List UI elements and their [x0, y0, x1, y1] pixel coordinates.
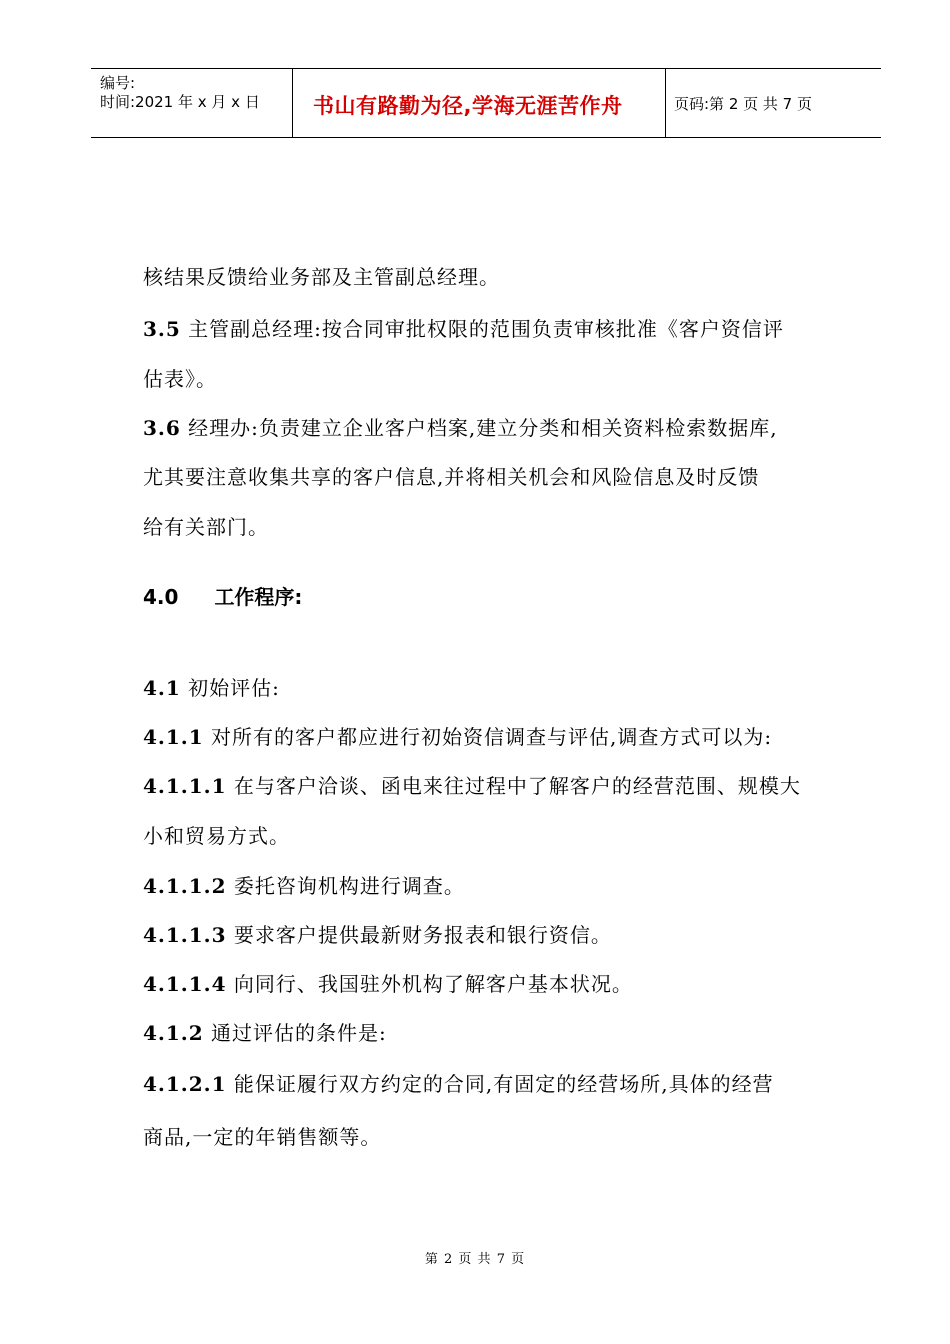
body-line: 尤其要注意收集共享的客户信息,并将相关机会和风险信息及时反馈	[143, 465, 760, 489]
clause-number: 4.1.1	[143, 725, 204, 749]
clause-number: 4.1.1.2	[143, 874, 227, 898]
header-meta-cell	[91, 69, 293, 137]
clause-3-6: 3.6 经理办:负责建立企业客户档案,建立分类和相关资料检索数据库,	[143, 416, 778, 440]
header-page-cell	[666, 69, 881, 137]
section-title: 工作程序:	[214, 585, 303, 609]
document-number-label: 编号:	[100, 74, 136, 92]
clause-4-1-1-2: 4.1.1.2 委托咨询机构进行调查。	[143, 874, 465, 898]
clause-4-1-1: 4.1.1 对所有的客户都应进行初始资信调查与评估,调查方式可以为:	[143, 725, 773, 749]
body-line: 商品,一定的年销售额等。	[143, 1125, 382, 1149]
clause-4-1: 4.1 初始评估:	[143, 676, 280, 700]
header-motto-cell	[293, 69, 666, 137]
body-line: 估表》。	[143, 367, 217, 391]
body-line: 小和贸易方式。	[143, 824, 290, 848]
clause-4-1-1-4: 4.1.1.4 向同行、我国驻外机构了解客户基本状况。	[143, 972, 633, 996]
header-motto: 书山有路勤为径,学海无涯苦作舟	[313, 94, 623, 118]
page-footer: 第 2 页 共 7 页	[424, 1252, 526, 1267]
clause-4-1-1-3: 4.1.1.3 要求客户提供最新财务报表和银行资信。	[143, 923, 612, 947]
clause-4-1-2: 4.1.2 通过评估的条件是:	[143, 1021, 387, 1045]
document-date-label: 时间:2021 年 x 月 x 日	[100, 93, 260, 111]
clause-number: 4.1.1.3	[143, 923, 227, 947]
clause-4-1-2-1: 4.1.2.1 能保证履行双方约定的合同,有固定的经营场所,具体的经营	[143, 1072, 774, 1096]
clause-3-5: 3.5 主管副总经理:按合同审批权限的范围负责审核批准《客户资信评	[143, 317, 784, 341]
body-line: 核结果反馈给业务部及主管副总经理。	[143, 265, 500, 289]
page-header	[91, 68, 881, 138]
clause-number: 3.6	[143, 416, 181, 440]
header-page-label: 页码:第 2 页 共 7 页	[674, 95, 812, 113]
clause-number: 4.1.1.4	[143, 972, 227, 996]
clause-number: 4.1.2.1	[143, 1072, 227, 1096]
clause-4-1-1-1: 4.1.1.1 在与客户洽谈、函电来往过程中了解客户的经营范围、规模大	[143, 774, 801, 798]
clause-number: 4.1.2	[143, 1021, 204, 1045]
clause-number: 4.1	[143, 676, 181, 700]
clause-number: 4.1.1.1	[143, 774, 227, 798]
clause-number: 3.5	[143, 317, 181, 341]
section-heading	[143, 581, 302, 610]
section-number: 4.0	[143, 585, 179, 609]
body-line: 给有关部门。	[143, 515, 269, 539]
